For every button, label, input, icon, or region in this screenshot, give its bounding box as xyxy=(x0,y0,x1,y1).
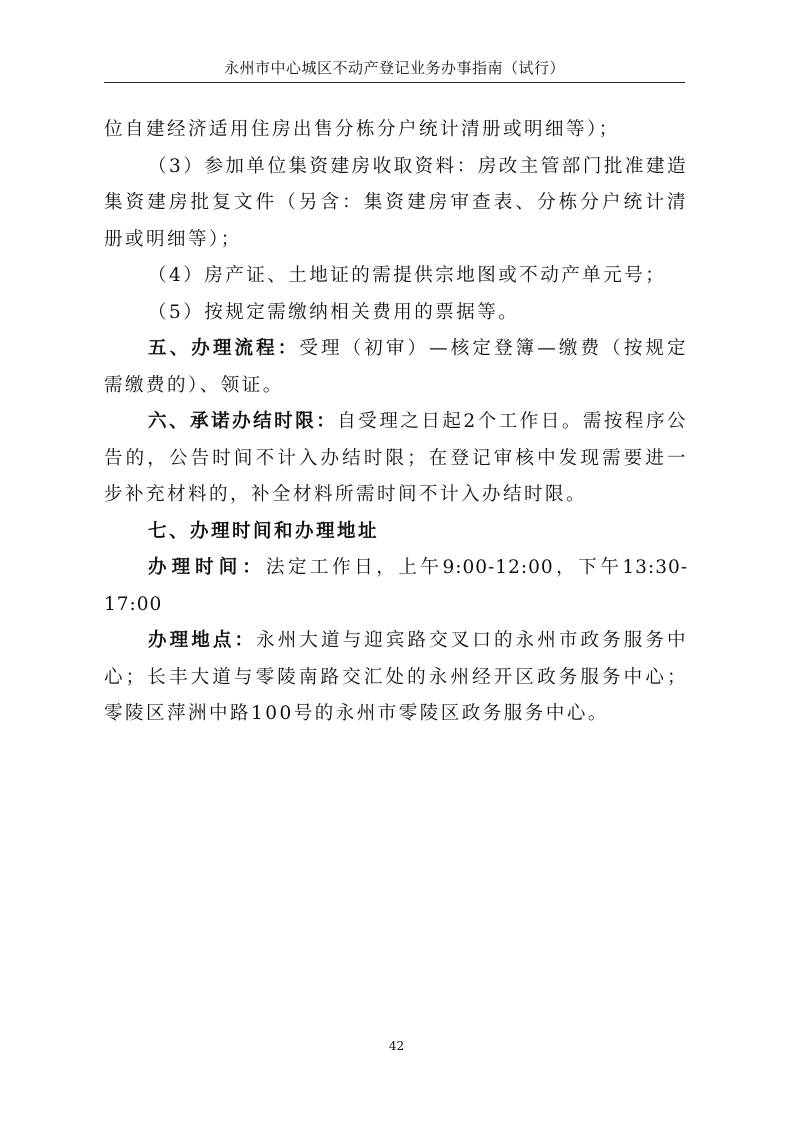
page-header: 永州市中心城区不动产登记业务办事指南（试行） xyxy=(223,59,565,77)
section-7-heading: 七、办理时间和办理地址 xyxy=(148,520,380,542)
office-location-label: 办理地点： xyxy=(148,630,257,651)
paragraph-continuation: 位自建经济适用住房出售分栋分户统计清册或明细等）； xyxy=(104,119,620,140)
section-5-heading: 五、办理流程： xyxy=(148,338,300,359)
page-number: 42 xyxy=(388,1039,405,1053)
section-5 xyxy=(104,331,688,404)
office-location-text: 永州大道与迎宾路交叉口的永州市政务服务中心；长丰大道与零陵南路交汇处的永州经开区政务服务中心；零陵区萍洲中路100号的永州市零陵区政务服务中心。 xyxy=(104,630,688,724)
office-hours-text: 法定工作日，上午9:00-12:00，下午13:30-17:00 xyxy=(104,557,688,615)
section-6 xyxy=(104,404,688,514)
list-item-3: （3）参加单位集资建房收取资料：房改主管部门批准建造集资建房批复文件（另含：集资建房审查表、分栋分户统计清册或明细等）； xyxy=(104,155,688,250)
section-6-heading: 六、承诺办结时限： xyxy=(148,411,338,432)
office-location xyxy=(104,623,688,733)
header-divider xyxy=(104,82,685,83)
document-body xyxy=(104,112,688,733)
section-6-text: 自受理之日起2个工作日。需按程序公告的，公告时间不计入办结时限；在登记审核中发现需要进一步补充材料的，补全材料所需时间不计入办结时限。 xyxy=(104,411,688,505)
office-hours-label: 办理时间： xyxy=(148,557,266,578)
office-hours xyxy=(104,550,688,623)
list-item-4: （4）房产证、土地证的需提供宗地图或不动产单元号； xyxy=(148,265,667,286)
section-5-text: 受理（初审）—核定登簿—缴费（按规定需缴费的）、领证。 xyxy=(104,338,688,396)
list-item-5: （5）按规定需缴纳相关费用的票据等。 xyxy=(148,301,520,323)
